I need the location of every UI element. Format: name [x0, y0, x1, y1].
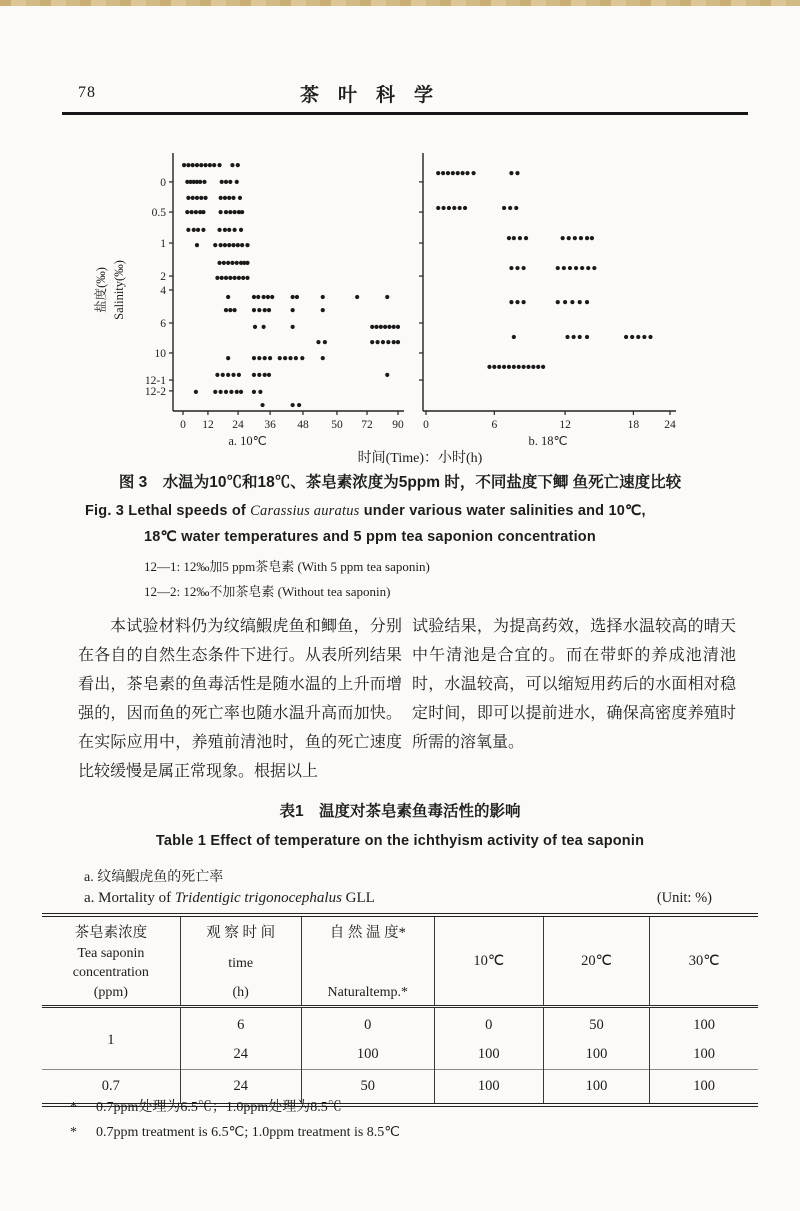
scatter-dot [220, 180, 224, 184]
scatter-dot [556, 266, 560, 270]
scatter-dot [235, 180, 239, 184]
scatter-dot [565, 335, 569, 339]
y-tick-label: 1 [160, 238, 166, 251]
x-tick-label: 72 [361, 419, 373, 431]
header-20c: 20℃ [543, 915, 650, 1007]
scatter-dot [541, 365, 545, 369]
header-natural-temp [301, 915, 434, 1007]
scatter-dot [252, 308, 256, 312]
scatter-dot [515, 171, 519, 175]
scatter-dot [374, 325, 378, 329]
scatter-dot [215, 373, 219, 377]
header-text: Tea saponin [77, 945, 145, 961]
scatter-dot [196, 228, 200, 232]
scatter-dot [228, 276, 232, 280]
scatter-dot [383, 325, 387, 329]
scatter-dot [258, 390, 262, 394]
cell-value: 50 [301, 1070, 434, 1106]
figure3-caption-en-line1 [85, 503, 745, 520]
scatter-dot [224, 276, 228, 280]
scatter-dot [224, 390, 228, 394]
scatter-dot [585, 300, 589, 304]
scatter-dot [199, 163, 203, 167]
scatter-dot [217, 163, 221, 167]
scatter-dot [572, 335, 576, 339]
scatter-dot [202, 180, 206, 184]
footnote-en [70, 1124, 400, 1141]
header-10c: 10℃ [434, 915, 543, 1007]
scatter-dot [195, 196, 199, 200]
scatter-dot [573, 236, 577, 240]
y-tick-label: 0 [160, 176, 166, 189]
scatter-dot [260, 403, 264, 407]
scatter-dot [570, 300, 574, 304]
scatter-dot [195, 243, 199, 247]
cell-concentration: 0.7 [42, 1070, 180, 1106]
x-axis-label: 时间(Time)：小时(h) [357, 451, 483, 466]
scatter-dot [524, 236, 528, 240]
scatter-dot [219, 390, 223, 394]
scatter-dot [201, 210, 205, 214]
cell-value: 0 [301, 1007, 434, 1041]
scatter-dot [536, 365, 540, 369]
header-text: (h) [232, 985, 249, 1000]
scatter-dot [648, 335, 652, 339]
scatter-dot [186, 228, 190, 232]
scatter-dot [192, 228, 196, 232]
scatter-dot [321, 356, 325, 360]
scatter-dot [221, 373, 225, 377]
table1-subtitle-zh: a. 纹缟鰕虎鱼的死亡率 [84, 870, 224, 885]
scatter-dot [199, 196, 203, 200]
scatter-dot [226, 373, 230, 377]
scatter-dot [502, 365, 506, 369]
scatter-dot [268, 356, 272, 360]
footnote-text: 0.7ppm treatment is 6.5℃; 1.0ppm treatment is 8.5℃ [96, 1125, 401, 1140]
header-text: Naturaltemp.* [327, 985, 409, 1000]
scatter-dot [507, 365, 511, 369]
figure3-caption-zh: 图 3 水温为10℃和18℃、茶皂素浓度为5ppm 时，不同盐度下鲫 鱼死亡速度比较 [118, 474, 682, 491]
scatter-dot [515, 266, 519, 270]
scatter-dot [297, 403, 301, 407]
scatter-dot [512, 236, 516, 240]
scatter-dot [186, 163, 190, 167]
y-axis-title-zh: 盐度(‰) [94, 267, 108, 313]
cell-value: 24 [180, 1040, 301, 1070]
table1-subtitle-en [84, 890, 375, 907]
x-tick-label: 12 [559, 419, 571, 431]
figure3-legend-line2: 12—2: 12‰不加茶皂素 (Without tea saponin) [144, 584, 391, 599]
scatter-dot [278, 356, 282, 360]
scatter-dot [291, 403, 295, 407]
scatter-dot [526, 365, 530, 369]
scatter-dot [230, 261, 234, 265]
scatter-dot [283, 356, 287, 360]
scatter-dot [252, 373, 256, 377]
scatter-dot [585, 236, 589, 240]
scatter-dot [579, 236, 583, 240]
scatter-dot [252, 295, 256, 299]
header-concentration [42, 915, 180, 1007]
scatter-dot [230, 163, 234, 167]
scatter-dot [241, 276, 245, 280]
scatter-dot [630, 335, 634, 339]
scatter-dot [456, 171, 460, 175]
scatter-dot [252, 390, 256, 394]
scatter-dot [223, 228, 227, 232]
header-30c: 30℃ [650, 915, 758, 1007]
scatter-dot [288, 356, 292, 360]
scatter-dot [446, 171, 450, 175]
scatter-dot [590, 236, 594, 240]
scatter-dot [194, 210, 198, 214]
scatter-dot [522, 365, 526, 369]
footnote-marker: * [70, 1100, 77, 1115]
scatter-dot [190, 210, 194, 214]
scatter-dot [223, 243, 227, 247]
scatter-dot [191, 163, 195, 167]
scatter-dot [229, 390, 233, 394]
header-text: time [228, 955, 254, 971]
scatter-dot [228, 180, 232, 184]
scatter-dot [294, 356, 298, 360]
scatter-dot [385, 295, 389, 299]
scatter-dot [237, 276, 241, 280]
scatter-dot [387, 325, 391, 329]
y-axis-title-en: Salinity(‰) [112, 260, 126, 320]
scatter-dot [194, 390, 198, 394]
scatter-dot [578, 300, 582, 304]
cell-value: 0 [434, 1007, 543, 1041]
scatter-dot [191, 196, 195, 200]
body-paragraph-right: 试验结果，为提高药效，选择水温较高的晴天中午清池是合宜的。而在带虾的养成池清池时，水温较高，可以缩短用药后的水面相对稳定时间，即可以提前进水，确保高密度养殖时所需的溶氧量。 [412, 618, 736, 751]
body-paragraph-left: 本试验材料仍为纹缟鰕虎鱼和鲫鱼，分别在各自的自然生态条件下进行。从表所列结果看出，茶皂素的鱼毒活性是随水温的上升而增强的，因而鱼的死亡率也随水温升高而加快。在实际应用中，养殖前清池时，鱼的死亡速度比较缓慢是属正常现象。根据以上 [78, 618, 402, 780]
scatter-dot [227, 228, 231, 232]
scatter-dot [233, 210, 237, 214]
scatter-dot [239, 390, 243, 394]
cell-value: 100 [650, 1070, 758, 1106]
scatter-dot [586, 266, 590, 270]
scatter-dot [514, 206, 518, 210]
table1 [42, 913, 758, 1107]
cell-value: 100 [693, 1017, 716, 1033]
cell-value: 100 [543, 1040, 650, 1070]
scatter-dot [370, 340, 374, 344]
scatter-dot [263, 308, 267, 312]
scatter-dot [441, 171, 445, 175]
scatter-dot [267, 308, 271, 312]
table-header-row [42, 915, 758, 1007]
scatter-dot [270, 295, 274, 299]
scatter-dot [441, 206, 445, 210]
scatter-dot [509, 300, 513, 304]
scatter-dot [561, 236, 565, 240]
scatter-dot [219, 196, 223, 200]
scatter-dot [531, 365, 535, 369]
figure3-scatter-chart [90, 150, 710, 450]
scatter-dot [263, 373, 267, 377]
scatter-dot [436, 206, 440, 210]
scatter-dot [517, 365, 521, 369]
cell-concentration: 1 [42, 1007, 180, 1070]
scatter-dot [235, 390, 239, 394]
scatter-dot [224, 180, 228, 184]
y-tick-label: 12-1 [144, 375, 166, 388]
scatter-dot [321, 295, 325, 299]
scatter-dot [447, 206, 451, 210]
scatter-dot [379, 325, 383, 329]
scatter-dot [245, 276, 249, 280]
scatter-dot [226, 356, 230, 360]
scatter-dot [239, 228, 243, 232]
scatter-dot [386, 340, 390, 344]
scatter-dot [240, 243, 244, 247]
x-tick-label: 24 [232, 419, 244, 431]
scatter-dot [215, 276, 219, 280]
panel-label: a. 10℃ [228, 434, 267, 448]
table1-caption-zh: 表1 温度对茶皂素鱼毒活性的影响 [279, 803, 521, 820]
scatter-dot [585, 335, 589, 339]
footnote-text: 0.7ppm处理为6.5℃；1.0ppm处理为8.5℃ [96, 1100, 342, 1115]
scatter-dot [238, 196, 242, 200]
scatter-dot [624, 335, 628, 339]
cell-value: 100 [434, 1070, 543, 1106]
scan-edge-artifact [0, 0, 800, 6]
scatter-dot [219, 243, 223, 247]
scatter-dot [213, 243, 217, 247]
cell-value: 100 [543, 1070, 650, 1106]
cell-value: 6 [180, 1007, 301, 1041]
scatter-dot [182, 163, 186, 167]
figure3-caption-en-line2: 18℃ water temperatures and 5 ppm tea saponion concentration [144, 529, 596, 545]
scatter-dot [226, 295, 230, 299]
x-tick-label: 0 [180, 419, 186, 431]
scatter-dot [642, 335, 646, 339]
scatter-dot [195, 163, 199, 167]
scatter-dot [574, 266, 578, 270]
scatter-dot [509, 171, 513, 175]
header-text: 自 然 温 度* [329, 925, 406, 941]
x-tick-label: 12 [202, 419, 214, 431]
scatter-dot [256, 295, 260, 299]
x-tick-label: 6 [491, 419, 498, 431]
scatter-dot [203, 196, 207, 200]
caption-text: under various water salinities and 10℃, [359, 503, 646, 519]
scatter-dot [245, 261, 249, 265]
scatter-dot [518, 236, 522, 240]
scatter-dot [231, 196, 235, 200]
scatter-dot [300, 356, 304, 360]
scatter-dot [502, 206, 506, 210]
scatter-dot [213, 390, 217, 394]
cell-value: 100 [301, 1040, 434, 1070]
scatter-dot [227, 196, 231, 200]
header-text: 茶皂素浓度 [74, 925, 148, 941]
scatter-dot [185, 210, 189, 214]
scatter-dot [217, 228, 221, 232]
scatter-dot [235, 261, 239, 265]
cell-value: 100 [693, 1046, 716, 1062]
table1-caption-en: Table 1 Effect of temperature on the ichthyism activity of tea saponin [155, 833, 645, 849]
scatter-dot [203, 163, 207, 167]
y-tick-label: 4 [160, 284, 166, 297]
scatter-dot [253, 325, 257, 329]
scatter-dot [512, 335, 516, 339]
scatter-dot [236, 163, 240, 167]
scatter-dot [461, 171, 465, 175]
scatter-dot [224, 308, 228, 312]
scatter-dot [257, 356, 261, 360]
scatter-dot [636, 335, 640, 339]
scatter-dot [381, 340, 385, 344]
scatter-dot [262, 295, 266, 299]
scatter-dot [515, 300, 519, 304]
scatter-dot [316, 340, 320, 344]
scatter-dot [375, 340, 379, 344]
page-number: 78 [78, 84, 96, 101]
scatter-dot [263, 356, 267, 360]
scatter-dot [217, 261, 221, 265]
scatter-dot [492, 365, 496, 369]
scatter-dot [452, 206, 456, 210]
scatter-dot [509, 266, 513, 270]
scatter-dot [291, 295, 295, 299]
scatter-dot [562, 266, 566, 270]
scatter-dot [436, 171, 440, 175]
header-time [180, 915, 301, 1007]
scatter-dot [578, 335, 582, 339]
scatter-dot [223, 196, 227, 200]
scatter-dot [323, 340, 327, 344]
x-tick-label: 48 [297, 419, 309, 431]
scatter-dot [219, 210, 223, 214]
scatter-dot [556, 300, 560, 304]
journal-title: 茶 叶 科 学 [300, 85, 434, 106]
scatter-dot [291, 308, 295, 312]
scatter-dot [186, 196, 190, 200]
scatter-dot [257, 308, 261, 312]
scatter-dot [227, 243, 231, 247]
caption-text: Fig. 3 Lethal speeds of [85, 503, 251, 519]
scatter-dot [507, 236, 511, 240]
subtitle-text: a. Mortality of [84, 890, 175, 906]
footnote-marker: * [70, 1125, 77, 1140]
scatter-dot [487, 365, 491, 369]
scatter-dot [458, 206, 462, 210]
scatter-dot [592, 266, 596, 270]
scatter-dot [224, 210, 228, 214]
figure3-legend-line1: 12—1: 12‰加5 ppm茶皂素 (With 5 ppm tea saponin) [144, 559, 430, 574]
scatter-dot [291, 325, 295, 329]
scatter-dot [563, 300, 567, 304]
scatter-dot [240, 210, 244, 214]
scatter-dot [392, 325, 396, 329]
scatter-dot [237, 373, 241, 377]
subtitle-text: GLL [341, 890, 375, 906]
scatter-dot [497, 365, 501, 369]
x-tick-label: 36 [264, 419, 276, 431]
header-rule [62, 112, 748, 115]
scatter-dot [233, 276, 237, 280]
scatter-dot [245, 243, 249, 247]
header-text: concentration [72, 965, 149, 981]
scatter-dot [568, 266, 572, 270]
scatter-dot [522, 266, 526, 270]
scatter-dot [228, 308, 232, 312]
footnote-zh [70, 1096, 342, 1116]
scatter-dot [370, 325, 374, 329]
scatter-dot [228, 210, 232, 214]
scatter-dot [471, 171, 475, 175]
x-tick-label: 0 [423, 419, 429, 431]
scatter-dot [257, 373, 261, 377]
scatter-dot [451, 171, 455, 175]
scatter-dot [212, 163, 216, 167]
scatter-dot [201, 228, 205, 232]
scatter-dot [396, 325, 400, 329]
scatter-dot [231, 373, 235, 377]
scatter-dot [321, 308, 325, 312]
scatter-dot [226, 261, 230, 265]
y-tick-label: 6 [160, 318, 166, 331]
scatter-dot [208, 163, 212, 167]
scatter-dot [385, 373, 389, 377]
cell-value: 100 [434, 1040, 543, 1070]
scatter-dot [295, 295, 299, 299]
scatter-dot [463, 206, 467, 210]
x-tick-label: 90 [392, 419, 404, 431]
cell-value: 50 [543, 1007, 650, 1041]
x-tick-label: 24 [664, 419, 676, 431]
table-row [42, 1007, 758, 1041]
scatter-dot [222, 261, 226, 265]
table1-unit-label: (Unit: %) [656, 890, 712, 906]
panel-label: b. 18℃ [528, 434, 568, 448]
x-tick-label: 18 [627, 419, 640, 431]
header-text: (ppm) [93, 984, 128, 1000]
species-name: Carassius auratus [250, 503, 360, 519]
cell-value: 24 [180, 1070, 301, 1106]
scatter-dot [522, 300, 526, 304]
scatter-dot [580, 266, 584, 270]
scatter-dot [236, 243, 240, 247]
y-tick-label: 10 [154, 347, 166, 360]
scatter-dot [396, 340, 400, 344]
scatter-dot [231, 243, 235, 247]
scatter-dot [512, 365, 516, 369]
y-tick-label: 12-2 [144, 385, 166, 398]
species-name: Tridentigic trigonocephalus [174, 890, 342, 906]
header-text: 观 察 时 间 [206, 925, 276, 941]
scatter-dot [355, 295, 359, 299]
scatter-dot [508, 206, 512, 210]
scatter-dot [252, 356, 256, 360]
y-tick-label: 2 [160, 271, 166, 284]
x-tick-label: 50 [331, 419, 343, 431]
scatter-dot [465, 171, 469, 175]
scatter-dot [266, 295, 270, 299]
scatter-dot [233, 228, 237, 232]
scatter-dot [262, 325, 266, 329]
scatter-dot [392, 340, 396, 344]
y-tick-label: 0.5 [151, 207, 166, 220]
scatter-dot [267, 373, 271, 377]
scatter-dot [233, 308, 237, 312]
scatter-dot [198, 180, 202, 184]
scatter-dot [567, 236, 571, 240]
scatter-dot [220, 276, 224, 280]
